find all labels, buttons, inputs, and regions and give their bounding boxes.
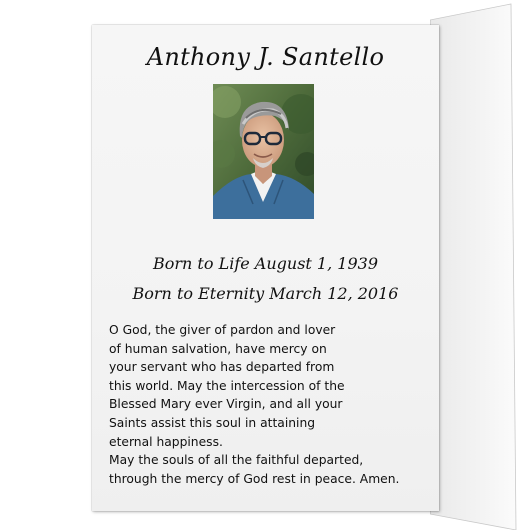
prayer-line: of human salvation, have mercy on <box>109 341 327 356</box>
birth-date-line: Born to Life August 1, 1939 <box>153 254 378 273</box>
card-front <box>92 25 439 511</box>
portrait-photo <box>213 84 314 219</box>
prayer-line: May the souls of all the faithful departed, <box>109 453 364 468</box>
prayer-line: Saints assist this soul in attaining <box>109 415 316 430</box>
prayer-line: eternal happiness. <box>109 434 223 449</box>
prayer-line: your servant who has departed from <box>109 360 335 375</box>
prayer-line: O God, the giver of pardon and lover <box>109 323 336 337</box>
deceased-name: Anthony J. Santello <box>146 43 385 71</box>
prayer-text <box>109 321 434 488</box>
prayer-line: this world. May the intercession of the <box>109 378 345 393</box>
prayer-line: Blessed Mary ever Virgin, and all your <box>109 397 343 412</box>
prayer-line: through the mercy of God rest in peace. Amen. <box>109 471 400 486</box>
death-date-line: Born to Eternity March 12, 2016 <box>132 284 399 303</box>
